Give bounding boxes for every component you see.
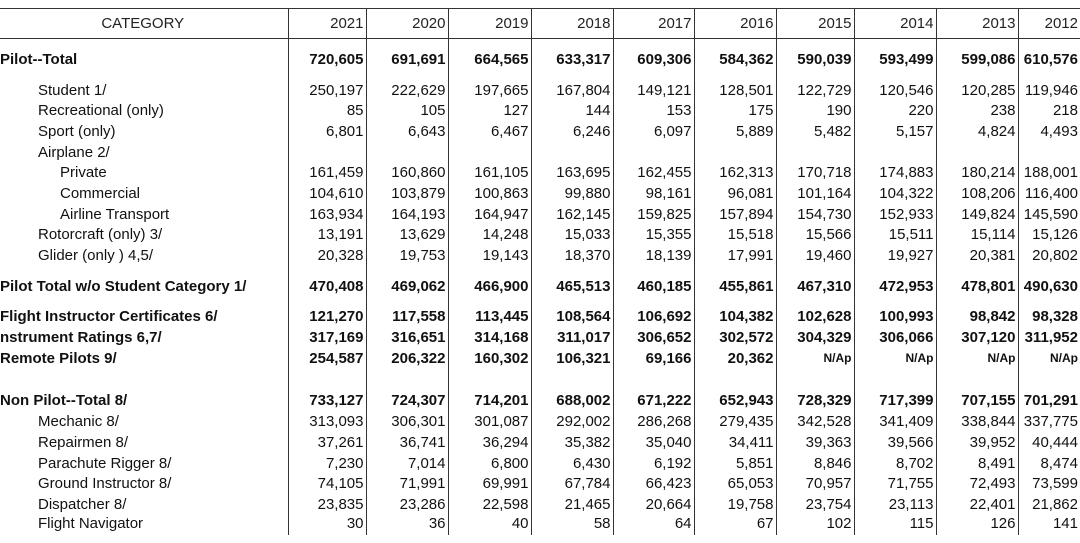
table-cell: 6,192 [613,453,694,474]
table-cell: 478,801 [936,276,1018,297]
table-cell: 99,880 [531,183,613,204]
table-cell: 144 [531,100,613,121]
table-row [0,204,1080,225]
table-cell: 145,590 [1018,204,1080,225]
column-header-year: 2014 [854,9,936,39]
row-category-label: Sport (only) [38,122,116,140]
table-cell: 121,270 [288,307,366,328]
table-cell: 733,127 [288,391,366,412]
table-cell: 599,086 [936,49,1018,70]
table-cell: 633,317 [531,49,613,70]
row-category-label: Glider (only ) 4,5/ [38,247,154,265]
table-cell: 174,883 [854,162,936,183]
row-category-label: Airplane 2/ [38,143,110,161]
table-cell: 22,598 [448,494,531,515]
table-header [0,9,1080,39]
row-category-label: Ground Instructor 8/ [38,475,172,493]
column-header-year: 2020 [366,9,448,39]
row-category-label: Dispatcher 8/ [38,495,127,513]
table-cell: 15,126 [1018,225,1080,246]
table-cell: 175 [694,100,776,121]
table-row [0,348,1080,369]
table-row [0,183,1080,204]
table-cell: 115 [854,515,936,536]
table-cell: 100,863 [448,183,531,204]
table-cell: 584,362 [694,49,776,70]
table-cell: 465,513 [531,276,613,297]
table-cell [288,142,366,163]
table-row [0,100,1080,121]
table-cell: 128,501 [694,80,776,101]
table-cell: 6,097 [613,121,694,142]
table-body [0,39,1080,536]
table-cell: 7,014 [366,453,448,474]
table-cell: 664,565 [448,49,531,70]
table-cell: 6,467 [448,121,531,142]
table-cell: 220 [854,100,936,121]
table-cell: 301,087 [448,411,531,432]
table-cell: 164,947 [448,204,531,225]
table-cell: 6,800 [448,453,531,474]
table-cell: 98,328 [1018,307,1080,328]
table-cell: 314,168 [448,327,531,348]
table-cell: 455,861 [694,276,776,297]
table-cell: 71,991 [366,473,448,494]
table-cell: 104,382 [694,307,776,328]
table-cell: 120,285 [936,80,1018,101]
table-cell: 74,105 [288,473,366,494]
table-cell: 66,423 [613,473,694,494]
table-cell: 65,053 [694,473,776,494]
table-row [0,121,1080,142]
table-cell: 188,001 [1018,162,1080,183]
table-cell: 15,033 [531,225,613,246]
table-cell: 14,248 [448,225,531,246]
table-cell: 15,114 [936,225,1018,246]
column-header-year: 2021 [288,9,366,39]
table-cell: 160,302 [448,348,531,369]
table-cell: 71,755 [854,473,936,494]
table-cell: 190 [776,100,854,121]
table-cell: 610,576 [1018,49,1080,70]
table-cell: 100,993 [854,307,936,328]
table-cell: 21,465 [531,494,613,515]
table-cell: N/Ap [776,348,854,369]
table-cell: 23,113 [854,494,936,515]
table-cell: 316,651 [366,327,448,348]
row-category-label: Flight Instructor Certificates 6/ [0,308,218,326]
table-cell: 22,401 [936,494,1018,515]
table-cell: 36 [366,515,448,536]
table-cell: 98,161 [613,183,694,204]
table-cell: 161,459 [288,162,366,183]
certificate-statistics-table [0,8,1080,535]
table-cell: 286,268 [613,411,694,432]
row-spacer [0,297,1080,307]
table-cell: 104,610 [288,183,366,204]
table-cell: 39,363 [776,432,854,453]
table-cell: 96,081 [694,183,776,204]
table-cell: 20,664 [613,494,694,515]
column-header-year: 2019 [448,9,531,39]
table-cell: 19,143 [448,245,531,266]
table-cell: 162,145 [531,204,613,225]
table-row [0,276,1080,297]
table-cell: 153 [613,100,694,121]
table-cell: 149,121 [613,80,694,101]
table-row [0,411,1080,432]
table-row [0,515,1080,536]
table-cell: 707,155 [936,391,1018,412]
table-cell: 8,474 [1018,453,1080,474]
table-row [0,473,1080,494]
row-category-label: Private [60,164,107,182]
table-cell [1018,142,1080,163]
table-row [0,142,1080,163]
table-cell: 69,166 [613,348,694,369]
table-cell: 720,605 [288,49,366,70]
table-cell [854,142,936,163]
table-cell: 472,953 [854,276,936,297]
table-cell: 218 [1018,100,1080,121]
table-cell: 714,201 [448,391,531,412]
table-cell: 460,185 [613,276,694,297]
table-cell: 20,362 [694,348,776,369]
table-cell: 72,493 [936,473,1018,494]
table-cell: 13,629 [366,225,448,246]
table-cell: 306,066 [854,327,936,348]
table-cell: 671,222 [613,391,694,412]
table-row [0,245,1080,266]
table-cell: 122,729 [776,80,854,101]
table-cell: 8,702 [854,453,936,474]
table-cell: 341,409 [854,411,936,432]
table-cell: 6,801 [288,121,366,142]
table-cell: N/Ap [936,348,1018,369]
column-header-year: 2015 [776,9,854,39]
table-cell [366,142,448,163]
table-cell: 164,193 [366,204,448,225]
table-cell: 19,927 [854,245,936,266]
row-spacer [0,266,1080,276]
table-cell: 337,775 [1018,411,1080,432]
table-cell: 19,460 [776,245,854,266]
row-category-label: nstrument Ratings 6,7/ [0,329,162,347]
table-cell: 119,946 [1018,80,1080,101]
table-cell [936,142,1018,163]
table-cell: 19,758 [694,494,776,515]
table-cell: 106,321 [531,348,613,369]
table-cell: 167,804 [531,80,613,101]
table-cell: 5,889 [694,121,776,142]
column-header-year: 2018 [531,9,613,39]
column-header-year: 2017 [613,9,694,39]
table-row [0,391,1080,412]
row-category-label: Non Pilot--Total 8/ [0,392,128,410]
table-cell [776,142,854,163]
table-row [0,327,1080,348]
table-cell: 103,879 [366,183,448,204]
table-row [0,225,1080,246]
table-cell: 8,846 [776,453,854,474]
table-cell: 170,718 [776,162,854,183]
table-cell: 338,844 [936,411,1018,432]
table-cell: 311,017 [531,327,613,348]
table-cell: 206,322 [366,348,448,369]
row-category-label: Commercial [60,184,141,202]
table-cell: 6,430 [531,453,613,474]
row-category-label: Flight Navigator [38,514,144,532]
column-header-year: 2016 [694,9,776,39]
table-cell: 108,206 [936,183,1018,204]
table-cell: 470,408 [288,276,366,297]
column-header-category: CATEGORY [0,9,288,39]
table-cell: 590,039 [776,49,854,70]
table-cell: 113,445 [448,307,531,328]
table-cell: 250,197 [288,80,366,101]
table-cell: 15,355 [613,225,694,246]
row-category-label: Parachute Rigger 8/ [38,454,172,472]
row-category-label: Recreational (only) [38,102,164,120]
table-cell: 162,455 [613,162,694,183]
table-cell: 302,572 [694,327,776,348]
table-cell: 701,291 [1018,391,1080,412]
table-cell: 724,307 [366,391,448,412]
table-cell: 342,528 [776,411,854,432]
table-cell: 73,599 [1018,473,1080,494]
table-row [0,494,1080,515]
table-cell: 13,191 [288,225,366,246]
table-cell [531,142,613,163]
table-row [0,80,1080,101]
row-category-label: Student 1/ [38,81,107,99]
table-cell: 104,322 [854,183,936,204]
table-cell: 35,040 [613,432,694,453]
row-category-label: Repairmen 8/ [38,433,129,451]
table-cell: 106,692 [613,307,694,328]
table-cell: 36,294 [448,432,531,453]
table-cell: 101,164 [776,183,854,204]
table-cell: 116,400 [1018,183,1080,204]
table-cell: 20,381 [936,245,1018,266]
table-cell: 159,825 [613,204,694,225]
table-cell: 17,991 [694,245,776,266]
table-cell: 313,093 [288,411,366,432]
table-row [0,49,1080,70]
table-cell: 117,558 [366,307,448,328]
row-category-label: Mechanic 8/ [38,413,119,431]
table-row [0,307,1080,328]
table-cell: 15,566 [776,225,854,246]
table-cell: 717,399 [854,391,936,412]
table-cell: N/Ap [854,348,936,369]
table-cell: 108,564 [531,307,613,328]
table-cell [448,142,531,163]
table-cell: 609,306 [613,49,694,70]
table-cell: 20,328 [288,245,366,266]
table-cell: 311,952 [1018,327,1080,348]
table-cell: 306,301 [366,411,448,432]
table-cell: 162,313 [694,162,776,183]
table-cell: 469,062 [366,276,448,297]
table-cell: 23,835 [288,494,366,515]
row-spacer [0,70,1080,80]
table-row [0,432,1080,453]
table-cell: 21,862 [1018,494,1080,515]
table-cell: 152,933 [854,204,936,225]
table-cell: 691,691 [366,49,448,70]
table-cell: 154,730 [776,204,854,225]
table-row [0,453,1080,474]
table-cell: 149,824 [936,204,1018,225]
table-cell: 15,511 [854,225,936,246]
table-cell: 5,157 [854,121,936,142]
table-cell: 37,261 [288,432,366,453]
table-cell: 306,652 [613,327,694,348]
table-cell: 69,991 [448,473,531,494]
table-cell: 490,630 [1018,276,1080,297]
table-cell: 304,329 [776,327,854,348]
table-cell: 5,482 [776,121,854,142]
column-header-year: 2012 [1018,9,1080,39]
table-cell: 157,894 [694,204,776,225]
table-cell: 18,370 [531,245,613,266]
table-cell: 161,105 [448,162,531,183]
table-cell: 8,491 [936,453,1018,474]
table-row [0,162,1080,183]
table-cell: 40 [448,515,531,536]
table-cell: 70,957 [776,473,854,494]
table-cell: 688,002 [531,391,613,412]
table-cell: 6,246 [531,121,613,142]
table-cell: 254,587 [288,348,366,369]
table-cell: 15,518 [694,225,776,246]
table-cell: 5,851 [694,453,776,474]
table-cell [613,142,694,163]
table-cell: 120,546 [854,80,936,101]
table-cell: 180,214 [936,162,1018,183]
table-cell: N/Ap [1018,348,1080,369]
table-cell: 292,002 [531,411,613,432]
table-cell: 279,435 [694,411,776,432]
table-cell: 67 [694,515,776,536]
table-cell: 141 [1018,515,1080,536]
table-cell: 307,120 [936,327,1018,348]
table-cell: 18,139 [613,245,694,266]
table-cell: 98,842 [936,307,1018,328]
table-cell: 19,753 [366,245,448,266]
table-cell: 40,444 [1018,432,1080,453]
table-cell: 4,824 [936,121,1018,142]
table-cell: 466,900 [448,276,531,297]
table-cell: 102 [776,515,854,536]
row-category-label: Airline Transport [60,205,170,223]
table-cell: 34,411 [694,432,776,453]
table-cell: 36,741 [366,432,448,453]
table-cell: 163,934 [288,204,366,225]
table-cell: 85 [288,100,366,121]
table-cell: 64 [613,515,694,536]
table-cell: 6,643 [366,121,448,142]
table-cell: 58 [531,515,613,536]
table-cell: 67,784 [531,473,613,494]
table-cell: 238 [936,100,1018,121]
row-category-label: Pilot--Total [0,50,78,68]
table-cell: 23,286 [366,494,448,515]
table-cell: 4,493 [1018,121,1080,142]
row-category-label: Rotorcraft (only) 3/ [38,226,163,244]
table-cell: 197,665 [448,80,531,101]
table-cell: 317,169 [288,327,366,348]
table-cell: 102,628 [776,307,854,328]
table-cell: 126 [936,515,1018,536]
row-spacer [0,39,1080,50]
table-cell: 222,629 [366,80,448,101]
table-cell: 163,695 [531,162,613,183]
table-cell: 652,943 [694,391,776,412]
table-cell: 20,802 [1018,245,1080,266]
row-category-label: Pilot Total w/o Student Category 1/ [0,277,247,295]
row-spacer [0,369,1080,391]
table-cell: 30 [288,515,366,536]
table-cell: 728,329 [776,391,854,412]
table-cell: 35,382 [531,432,613,453]
row-category-label: Remote Pilots 9/ [0,349,117,367]
table-cell: 39,566 [854,432,936,453]
column-header-year: 2013 [936,9,1018,39]
table-cell: 39,952 [936,432,1018,453]
table-cell: 467,310 [776,276,854,297]
table-cell: 23,754 [776,494,854,515]
table-cell: 593,499 [854,49,936,70]
table-cell [694,142,776,163]
table-cell: 7,230 [288,453,366,474]
table-cell: 160,860 [366,162,448,183]
table-cell: 105 [366,100,448,121]
table-cell: 127 [448,100,531,121]
